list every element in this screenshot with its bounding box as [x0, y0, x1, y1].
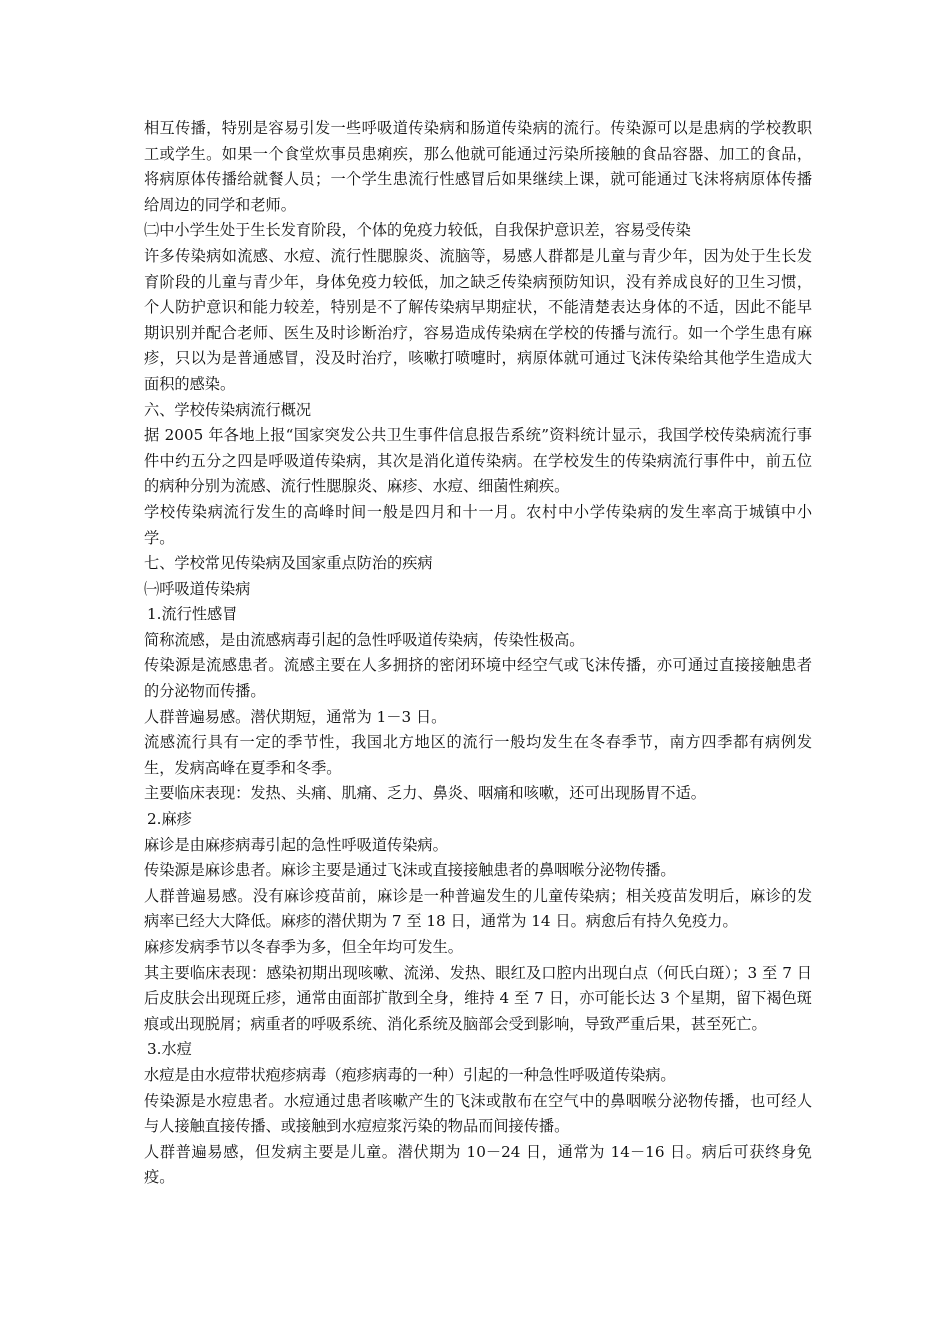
paragraph-measles-source: 传染源是麻诊患者。麻诊主要是通过飞沫或直接接触患者的鼻咽喉分泌物传播。: [144, 861, 676, 880]
subheading-chickenpox: 3.水痘: [147, 1040, 192, 1059]
paragraph-measles-season: 麻疹发病季节以冬春季为多，但全年均可发生。: [144, 938, 463, 956]
paragraph-chickenpox-susceptibility: 人群普遍易感，但发病主要是儿童。潜伏期为 10－24 日，通常为 14－16 日。病后可获终身免疫。: [144, 1142, 812, 1187]
section-heading-epidemic-overview: 六、学校传染病流行概况: [144, 400, 312, 419]
paragraph-measles-symptoms: 其主要临床表现：感染初期出现咳嗽、流涕、发热、眼红及口腔内出现白点（何氏白斑）；3 至 7 日后皮肤会出现斑丘疹，通常由面部扩散到全身，维持 4 至 7 日，亦可能长达 3 个星期，留下褐色斑痕或出现脱屑；病重者的呼吸系统、消化系统及脑部会受到影响，导致严重后果，甚至死亡。: [144, 963, 812, 1033]
paragraph-susceptible-groups: 许多传染病如流感、水痘、流行性腮腺炎、流脑等，易感人群都是儿童与青少年，因为处于生长发育阶段的儿童与青少年，身体免疫力较低，加之缺乏传染病预防知识，没有养成良好的卫生习惯，个人防护意识和能力较差，特别是不了解传染病早期症状，不能清楚表达身体的不适，因此不能早期识别并配合老师、医生及时诊断治疗，容易造成传染病在学校的传播与流行。如一个学生患有麻疹，只以为是普通感冒，没及时治疗，咳嗽打喷嚏时，病原体就可通过飞沫传染给其他学生造成大面积的感染。: [144, 246, 812, 393]
paragraph-2005-statistics: 据 2005 年各地上报“国家突发公共卫生事件信息报告系统”资料统计显示，我国学校传染病流行事件中约五分之四是呼吸道传染病，其次是消化道传染病。在学校发生的传染病流行事件中，前五位的病种分别为流感、流行性腮腺炎、麻疹、水痘、细菌性痢疾。: [144, 426, 812, 496]
subheading-measles: 2.麻疹: [147, 810, 192, 829]
document-page: [144, 116, 812, 1191]
paragraph-influenza-season: 流感流行具有一定的季节性，我国北方地区的流行一般均发生在冬春季节，南方四季都有病例发生，发病高峰在夏季和冬季。: [144, 733, 812, 777]
paragraph-influenza-symptoms: 主要临床表现：发热、头痛、肌痛、乏力、鼻炎、咽痛和咳嗽，还可出现肠胃不适。: [144, 784, 706, 803]
paragraph-peak-time: 学校传染病流行发生的高峰时间一般是四月和十一月。农村中小学传染病的发生率高于城镇中小学。: [144, 502, 812, 547]
paragraph-transmission: 相互传播，特别是容易引发一些呼吸道传染病和肠道传染病的流行。传染源可以是患病的学校教职工或学生。如果一个食堂炊事员患痢疾，那么他就可能通过污染所接触的食品容器、加工的食品，将病原体传播给就餐人员；一个学生患流行性感冒后如果继续上课，就可能通过飞沫将病原体传播给周边的同学和老师。: [144, 119, 812, 214]
paragraph-influenza-definition: 简称流感，是由流感病毒引起的急性呼吸道传染病，传染性极高。: [144, 630, 585, 649]
paragraph-measles-definition: 麻诊是由麻疹病毒引起的急性呼吸道传染病。: [144, 835, 448, 854]
paragraph-chickenpox-source: 传染源是水痘患者。水痘通过患者咳嗽产生的飞沫或散布在空气中的鼻咽喉分泌物传播，也可经人与人接触直接传播、或接触到水痘痘浆污染的物品而间接传播。: [144, 1091, 812, 1136]
subheading-students-immunity: ㈡中小学生处于生长发育阶段，个体的免疫力较低，自我保护意识差，容易受传染: [144, 221, 691, 240]
paragraph-chickenpox-definition: 水痘是由水痘带状疱疹病毒（疱疹病毒的一种）引起的一种急性呼吸道传染病。: [144, 1065, 676, 1084]
subheading-influenza: 1.流行性感冒: [147, 605, 238, 624]
paragraph-measles-susceptibility: 人群普遍易感。没有麻诊疫苗前，麻诊是一种普遍发生的儿童传染病；相关疫苗发明后，麻诊的发病率已经大大降低。麻疹的潜伏期为 7 至 18 日，通常为 14 日。病愈后有持久免疫力。: [144, 886, 812, 931]
section-heading-common-diseases: 七、学校常见传染病及国家重点防治的疾病: [144, 554, 433, 573]
paragraph-influenza-incubation: 人群普遍易感。潜伏期短，通常为 1－3 日。: [144, 707, 447, 726]
paragraph-influenza-source: 传染源是流感患者。流感主要在人多拥挤的密闭环境中经空气或飞沫传播，亦可通过直接接触患者的分泌物而传播。: [144, 656, 812, 701]
subheading-respiratory: ㈠呼吸道传染病: [144, 579, 251, 598]
